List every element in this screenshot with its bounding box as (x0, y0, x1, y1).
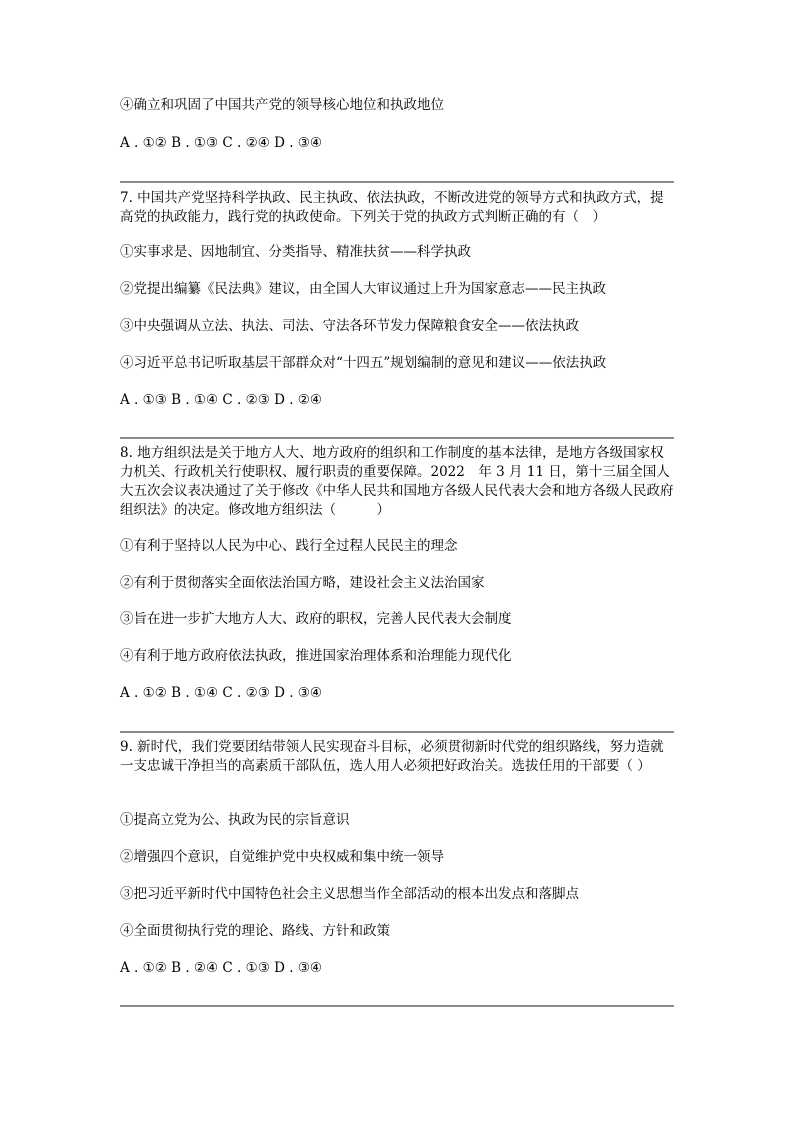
divider-rule (120, 437, 674, 439)
q8-answer-choices: A . ①② B . ①④ C . ②③ D . ③④ (120, 685, 323, 701)
q6-answer-choices: A . ①② B . ①③ C . ②④ D . ③④ (120, 135, 323, 151)
q9-answer-choices: A . ①② B . ②④ C . ①③ D . ③④ (120, 960, 323, 976)
q9-option-4: ④全面贯彻执行党的理论、路线、方针和政策 (120, 923, 390, 939)
q7-answer-choices: A . ①③ B . ①④ C . ②③ D . ②④ (120, 392, 323, 408)
q9-option-2: ②增强四个意识，自觉维护党中央权威和集中统一领导 (120, 849, 444, 865)
divider-rule (120, 1005, 674, 1007)
q9-option-3: ③把习近平新时代中国特色社会主义思想当作全部活动的根本出发点和落脚点 (120, 886, 579, 902)
q7-stem: 7. 中国共产党坚持科学执政、民主执政、依法执政，不断改进党的领导方式和执政方式，提高党的执政能力，践行党的执政使命。下列关于党的执政方式判断正确的有（ ） (120, 190, 664, 225)
q8-option-2: ②有利于贯彻落实全面依法治国方略，建设社会主义法治国家 (120, 575, 485, 591)
q7-option-2: ②党提出编纂《民法典》建议，由全国人大审议通过上升为国家意志——民主执政 (120, 281, 606, 297)
q8-option-1: ①有利于坚持以人民为中心、践行全过程人民民主的理念 (120, 538, 458, 554)
q7-option-1: ①实事求是、因地制宜、分类指导、精准扶贫——科学执政 (120, 244, 471, 260)
q8-stem: 8. 地方组织法是关于地方人大、地方政府的组织和工作制度的基本法律，是地方各级国家权力机关、行政机关行使职权、履行职责的重要保障。2022 年 3 月 11 日，第十三届全国人大五次会议表决通过了关于修改《中华人民共和国地方各级人民代表大会和地方各级人民政府组织法》的决定。修改地方组织法（ ） (120, 445, 674, 518)
q7-option-4: ④习近平总书记听取基层干部群众对“十四五”规划编制的意见和建议——依法执政 (120, 355, 607, 371)
q7-option-3: ③中央强调从立法、执法、司法、守法各环节发力保障粮食安全——依法执政 (120, 318, 579, 334)
q6-option-4: ④确立和巩固了中国共产党的领导核心地位和执政地位 (120, 97, 444, 113)
q8-option-3: ③旨在进一步扩大地方人大、政府的职权，完善人民代表大会制度 (120, 611, 512, 627)
divider-rule (120, 731, 674, 733)
divider-rule (120, 181, 674, 183)
q9-option-1: ①提高立党为公、执政为民的宗旨意识 (120, 812, 350, 828)
q9-stem: 9. 新时代，我们党要团结带领人民实现奋斗目标，必须贯彻新时代党的组织路线，努力造就一支忠诚干净担当的高素质干部队伍，选人用人必须把好政治关。选拔任用的干部要（ ） (120, 739, 664, 774)
q8-option-4: ④有利于地方政府依法执政，推进国家治理体系和治理能力现代化 (120, 648, 512, 664)
